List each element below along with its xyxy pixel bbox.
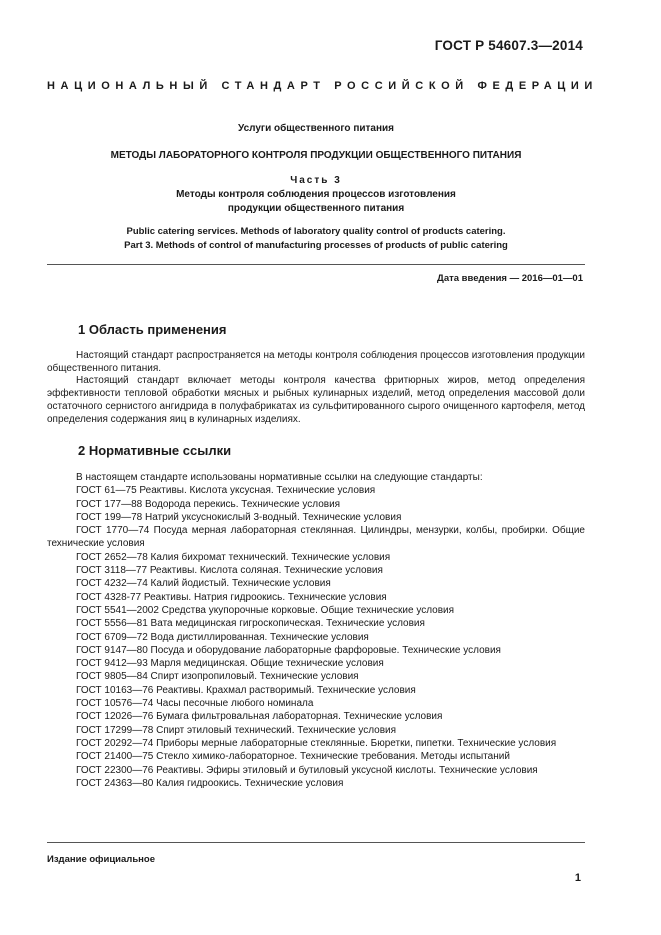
reference-item: ГОСТ 6709—72 Вода дистиллированная. Технические условия	[76, 631, 369, 643]
gost-number: ГОСТ Р 54607.3—2014	[434, 38, 583, 53]
section-1-heading: 1 Область применения	[78, 322, 227, 337]
reference-item: ГОСТ 1770—74 Посуда мерная лабораторная стеклянная. Цилиндры, мензурки, колбы, пробирки. Общие технические условия	[47, 525, 585, 550]
category-title: Услуги общественного питания	[238, 123, 394, 134]
reference-item: ГОСТ 199—78 Натрий уксуснокислый 3-водный. Технические условия	[76, 511, 402, 523]
reference-item: ГОСТ 17299—78 Спирт этиловый технический. Технические условия	[76, 724, 397, 736]
references-list	[47, 471, 585, 790]
english-title-line-2: Part 3. Methods of control of manufacturing processes of products of public catering	[124, 240, 508, 251]
reference-item: ГОСТ 9147—80 Посуда и оборудование лабораторные фарфоровые. Технические условия	[76, 644, 501, 656]
reference-item: ГОСТ 61—75 Реактивы. Кислота уксусная. Технические условия	[76, 485, 376, 497]
reference-item: ГОСТ 5541—2002 Средства укупорочные корковые. Общие технические условия	[76, 604, 455, 616]
section-1-body	[47, 350, 585, 426]
section-2-heading: 2 Нормативные ссылки	[78, 443, 232, 458]
reference-item: ГОСТ 24363—80 Калия гидроокись. Технические условия	[76, 777, 344, 789]
reference-item: ГОСТ 20292—74 Приборы мерные лабораторные стеклянные. Бюретки, пипетки. Технические условия	[76, 737, 557, 749]
reference-item: ГОСТ 3118—77 Реактивы. Кислота соляная. Технические условия	[76, 565, 383, 577]
reference-item: ГОСТ 4328-77 Реактивы. Натрия гидроокись. Технические условия	[76, 591, 387, 603]
introduction-date: Дата введения — 2016—01—01	[437, 273, 583, 284]
reference-item: ГОСТ 10163—76 Реактивы. Крахмал растворимый. Технические условия	[76, 684, 416, 696]
reference-item: ГОСТ 5556—81 Вата медицинская гигроскопическая. Технические условия	[76, 618, 425, 630]
national-standard-title: НАЦИОНАЛЬНЫЙ СТАНДАРТ РОССИЙСКОЙ ФЕДЕРАЦИИ	[47, 80, 598, 92]
reference-item: ГОСТ 9805—84 Спирт изопропиловый. Технические условия	[76, 671, 359, 683]
references-intro: В настоящем стандарте использованы нормативные ссылки на следующие стандарты:	[76, 472, 483, 483]
subtitle-line-1: Методы контроля соблюдения процессов изготовления	[176, 189, 456, 200]
reference-item: ГОСТ 2652—78 Калия бихромат технический. Технические условия	[76, 551, 391, 563]
reference-item: ГОСТ 12026—76 Бумага фильтровальная лабораторная. Технические условия	[76, 711, 443, 723]
reference-item: ГОСТ 22300—76 Реактивы. Эфиры этиловый и бутиловый уксусной кислоты. Технические условия	[76, 764, 538, 776]
reference-item: ГОСТ 4232—74 Калий йодистый. Технические условия	[76, 578, 331, 590]
official-edition-label: Издание официальное	[47, 854, 155, 865]
reference-item: ГОСТ 10576—74 Часы песочные любого номинала	[76, 698, 314, 710]
reference-item: ГОСТ 21400—75 Стекло химико-лабораторное. Технические требования. Методы испытаний	[76, 751, 510, 763]
main-title: МЕТОДЫ ЛАБОРАТОРНОГО КОНТРОЛЯ ПРОДУКЦИИ ОБЩЕСТВЕННОГО ПИТАНИЯ	[110, 150, 522, 161]
subtitle-line-2: продукции общественного питания	[227, 203, 405, 214]
footer-divider	[47, 842, 585, 843]
english-title-line-1: Public catering services. Methods of laboratory quality control of products catering.	[126, 226, 506, 237]
part-label: Часть 3	[290, 175, 342, 186]
title-divider	[47, 264, 585, 265]
section-1-paragraph: Настоящий стандарт включает методы контроля качества фритюрных жиров, метод определения эффективности тепловой обработки мясных и рыбных кулинарных изделий, метод определения массовой доли остаточного сернистого ангидрида в полуфабрикатах из сульфитированного сырого очищенного картофеля, метод определения содержания яиц в кулинарных изделиях.	[47, 375, 585, 425]
page-number: 1	[574, 872, 581, 884]
reference-item: ГОСТ 9412—93 Марля медицинская. Общие технические условия	[76, 658, 384, 670]
section-1-paragraph: Настоящий стандарт распространяется на методы контроля соблюдения процессов изготовления продукции общественного питания.	[47, 350, 585, 374]
reference-item: ГОСТ 177—88 Водорода перекись. Технические условия	[76, 498, 341, 510]
